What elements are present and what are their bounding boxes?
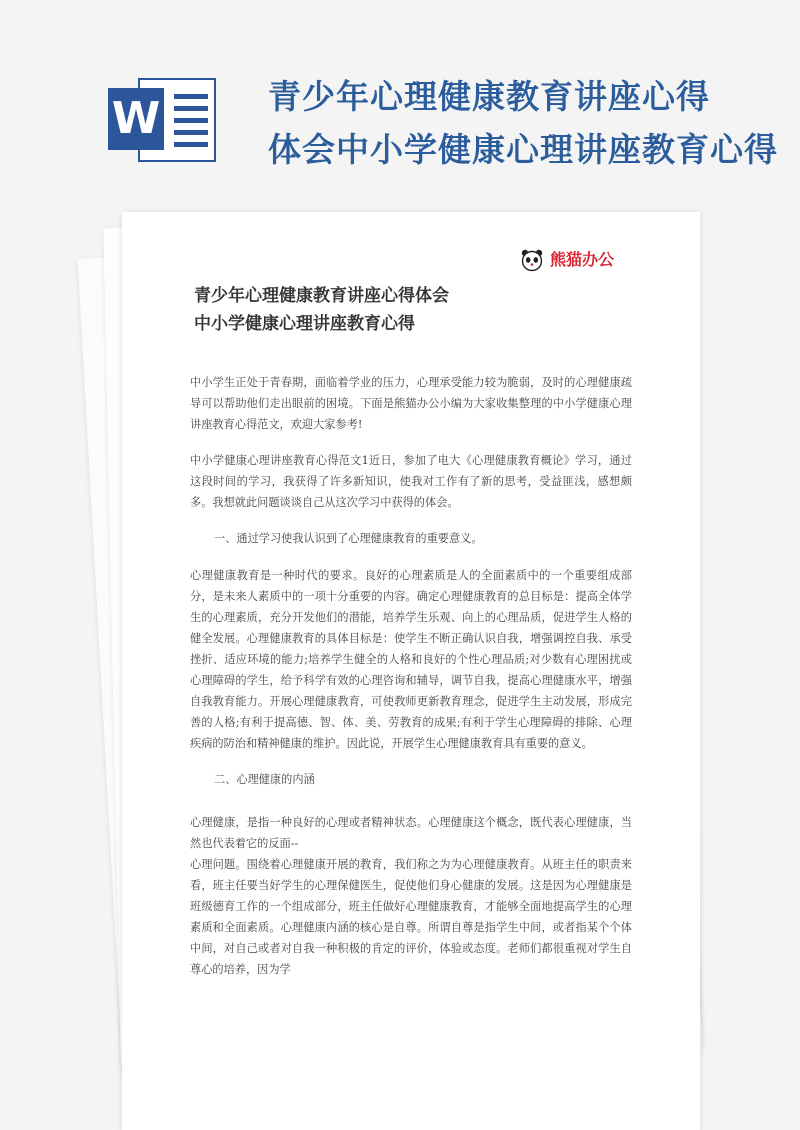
word-icon-letter: W [108, 88, 164, 150]
document-body [190, 372, 632, 980]
body-paragraph: 心理健康，是指一种良好的心理或者精神状态。心理健康这个概念，既代表心理健康，当然也代表着它的反面-- [190, 816, 632, 850]
word-icon-line [174, 94, 208, 99]
document-title-line-1: 青少年心理健康教育讲座心得体会 [194, 286, 449, 306]
word-icon-line [174, 118, 208, 123]
intro-paragraph: 中小学生正处于青春期，面临着学业的压力，心理承受能力较为脆弱，及时的心理健康疏导可以帮助他们走出眼前的困境。下面是熊猫办公小编为大家收集整理的中小学健康心理讲座教育心得范文，欢迎大家参考! [190, 376, 632, 431]
brand-logo-text: 熊猫办公 [550, 250, 615, 269]
body-paragraph: 心理健康教育是一种时代的要求。良好的心理素质是人的全面素质中的一个重要组成部分，是未来人素质中的一项十分重要的内容。确定心理健康教育的总目标是：提高全体学生的心理素质，充分开发他们的潜能，培养学生乐观、向上的心理品质，促进学生人格的健全发展。心理健康教育的具体目标是：使学生不断正确认识自我，增强调控自我、承受挫折、适应环境的能力;培养学生健全的人格和良好的个性心理品质;对少数有心理困扰或心理障碍的学生，给予科学有效的心理咨询和辅导，调节自我，提高心理健康水平，增强自我教育能力。开展心理健康教育，可使教师更新教育理念，促进学生主动发展，形成完善的人格;有利于提高德、智、体、美、劳教育的成果;有利于学生心理障碍的排除、心理疾病的防治和精神健康的维护。因此说，开展学生心理健康教育具有重要的意义。 [190, 569, 632, 750]
section-heading: 一、通过学习使我认识到了心理健康教育的重要意义。 [214, 532, 483, 545]
word-icon-line [174, 106, 208, 111]
section-heading: 二、心理健康的内涵 [214, 773, 315, 786]
document-title [194, 282, 654, 338]
banner-title-line-2: 体会中小学健康心理讲座教育心得 [268, 130, 778, 169]
document-page [122, 212, 700, 1130]
banner [0, 0, 800, 200]
body-paragraph: 中小学健康心理讲座教育心得范文1近日，参加了电大《心理健康教育概论》学习，通过这段时间的学习，我获得了许多新知识，使我对工作有了新的思考，受益匪浅，感想颇多。我想就此问题谈谈自己从这次学习中获得的体会。 [190, 454, 632, 509]
word-icon-line [174, 130, 208, 135]
document-title-line-2: 中小学健康心理讲座教育心得 [194, 314, 415, 334]
banner-title-line-1: 青少年心理健康教育讲座心得 [268, 77, 710, 116]
word-document-icon [108, 78, 216, 162]
body-paragraph: 心理问题。围绕着心理健康开展的教育，我们称之为为心理健康教育。从班主任的职责来看，班主任要当好学生的心理保健医生，促使他们身心健康的发展。这是因为心理健康是班级德育工作的一个组成部分，班主任做好心理健康教育，才能够全面地提高学生的心理素质和全面素质。心理健康内涵的核心是自尊。所谓自尊是指学生中间，或者指某个个体中间，对自己或者对自我一种积极的肯定的评价，体验或态度。老师们都很重视对学生自尊心的培养，因为学 [190, 858, 632, 976]
banner-title [268, 70, 788, 176]
panda-icon [520, 248, 544, 272]
word-icon-line [174, 142, 208, 147]
